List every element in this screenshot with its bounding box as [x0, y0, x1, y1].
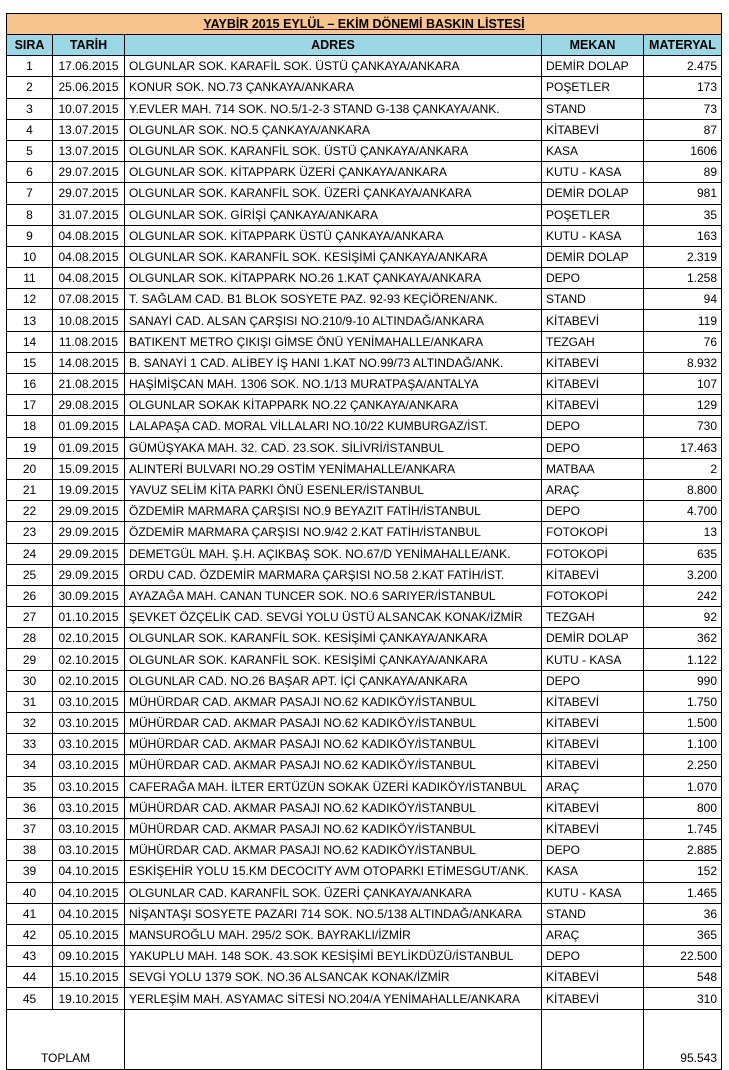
row-address: MÜHÜRDAR CAD. AKMAR PASAJI NO.62 KADIKÖY/İSTANBUL — [125, 691, 542, 712]
row-quantity: 89 — [644, 162, 722, 183]
row-number: 5 — [7, 140, 53, 161]
row-address: OLGUNLAR SOK. KARANFİL SOK. ÜSTÜ ÇANKAYA/ANKARA — [125, 140, 542, 161]
table-row — [7, 988, 722, 1009]
row-number: 18 — [7, 416, 53, 437]
row-date: 29.09.2015 — [53, 501, 125, 522]
row-quantity: 730 — [644, 416, 722, 437]
header-tarih: TARİH — [53, 35, 125, 56]
row-date: 04.10.2015 — [53, 903, 125, 924]
row-quantity: 1.750 — [644, 691, 722, 712]
row-address: ÖZDEMİR MARMARA ÇARŞISI NO.9/42 2.KAT FATİH/İSTANBUL — [125, 522, 542, 543]
table-row — [7, 840, 722, 861]
row-address: OLGUNLAR CAD. NO.26 BAŞAR APT. İÇİ ÇANKAYA/ANKARA — [125, 670, 542, 691]
table-row — [7, 119, 722, 140]
row-place: KİTABEVİ — [542, 734, 644, 755]
row-date: 03.10.2015 — [53, 818, 125, 839]
row-number: 42 — [7, 924, 53, 945]
row-date: 01.10.2015 — [53, 607, 125, 628]
table-row — [7, 607, 722, 628]
row-number: 24 — [7, 543, 53, 564]
row-date: 05.10.2015 — [53, 924, 125, 945]
row-number: 34 — [7, 755, 53, 776]
row-number: 3 — [7, 98, 53, 119]
row-place: KİTABEVİ — [542, 797, 644, 818]
row-address: OLGUNLAR SOK. KARANFİL SOK. KESİŞİMİ ÇANKAYA/ANKARA — [125, 246, 542, 267]
row-address: OLGUNLAR SOK. KARAFİL SOK. ÜSTÜ ÇANKAYA/ANKARA — [125, 56, 542, 77]
row-number: 22 — [7, 501, 53, 522]
row-date: 29.07.2015 — [53, 183, 125, 204]
row-quantity: 1.500 — [644, 713, 722, 734]
row-place: DEMİR DOLAP — [542, 246, 644, 267]
table-row — [7, 967, 722, 988]
row-number: 20 — [7, 458, 53, 479]
row-place: KASA — [542, 861, 644, 882]
table-row — [7, 140, 722, 161]
row-quantity: 92 — [644, 607, 722, 628]
row-address: OLGUNLAR SOK. KARANFİL SOK. KESİŞİMİ ÇANKAYA/ANKARA — [125, 628, 542, 649]
row-date: 04.08.2015 — [53, 225, 125, 246]
row-place: DEPO — [542, 840, 644, 861]
table-row — [7, 395, 722, 416]
row-quantity: 94 — [644, 289, 722, 310]
row-date: 07.08.2015 — [53, 289, 125, 310]
row-place: DEMİR DOLAP — [542, 628, 644, 649]
table-row — [7, 331, 722, 352]
row-place: DEPO — [542, 946, 644, 967]
row-quantity: 87 — [644, 119, 722, 140]
row-number: 11 — [7, 268, 53, 289]
row-quantity: 73 — [644, 98, 722, 119]
row-date: 19.09.2015 — [53, 479, 125, 500]
row-date: 31.07.2015 — [53, 204, 125, 225]
row-quantity: 1.122 — [644, 649, 722, 670]
row-number: 28 — [7, 628, 53, 649]
row-number: 15 — [7, 352, 53, 373]
row-place: POŞETLER — [542, 204, 644, 225]
row-place: KUTU - KASA — [542, 225, 644, 246]
row-address: GÜMÜŞYAKA MAH. 32. CAD. 23.SOK. SİLİVRİ/İSTANBUL — [125, 437, 542, 458]
raid-table — [6, 13, 722, 1070]
header-materyal: MATERYAL — [644, 35, 722, 56]
row-quantity: 800 — [644, 797, 722, 818]
row-address: OLGUNLAR SOK. GİRİŞİ ÇANKAYA/ANKARA — [125, 204, 542, 225]
table-row — [7, 437, 722, 458]
table-row — [7, 797, 722, 818]
table-row — [7, 162, 722, 183]
row-quantity: 362 — [644, 628, 722, 649]
row-place: KİTABEVİ — [542, 352, 644, 373]
row-number: 38 — [7, 840, 53, 861]
row-quantity: 36 — [644, 903, 722, 924]
table-row — [7, 903, 722, 924]
table-row — [7, 522, 722, 543]
row-date: 03.10.2015 — [53, 755, 125, 776]
row-place: DEPO — [542, 501, 644, 522]
table-row — [7, 204, 722, 225]
row-address: SEVGİ YOLU 1379 SOK. NO.36 ALSANCAK KONAK/İZMİR — [125, 967, 542, 988]
row-place: ARAÇ — [542, 479, 644, 500]
row-date: 19.10.2015 — [53, 988, 125, 1009]
row-date: 29.09.2015 — [53, 543, 125, 564]
row-date: 09.10.2015 — [53, 946, 125, 967]
row-date: 13.07.2015 — [53, 119, 125, 140]
table-row — [7, 818, 722, 839]
row-address: YAKUPLU MAH. 148 SOK. 43.SOK KESİŞİMİ BEYLİKDÜZÜ/İSTANBUL — [125, 946, 542, 967]
row-number: 32 — [7, 713, 53, 734]
row-quantity: 1606 — [644, 140, 722, 161]
row-place: KİTABEVİ — [542, 713, 644, 734]
row-address: MÜHÜRDAR CAD. AKMAR PASAJI NO.62 KADIKÖY/İSTANBUL — [125, 755, 542, 776]
row-quantity: 2.250 — [644, 755, 722, 776]
row-address: Y.EVLER MAH. 714 SOK. NO.5/1-2-3 STAND G-138 ÇANKAYA/ANK. — [125, 98, 542, 119]
table-row — [7, 501, 722, 522]
row-quantity: 129 — [644, 395, 722, 416]
row-number: 9 — [7, 225, 53, 246]
row-place: KİTABEVİ — [542, 818, 644, 839]
row-address: NİŞANTAŞI SOSYETE PAZARI 714 SOK. NO.5/138 ALTINDAĞ/ANKARA — [125, 903, 542, 924]
row-address: OLGUNLAR SOK. KİTAPPARK ÜSTÜ ÇANKAYA/ANKARA — [125, 225, 542, 246]
row-place: FOTOKOPİ — [542, 522, 644, 543]
total-label: TOPLAM — [7, 1009, 125, 1069]
row-place: KİTABEVİ — [542, 374, 644, 395]
row-number: 13 — [7, 310, 53, 331]
row-address: YAVUZ SELİM KİTA PARKI ÖNÜ ESENLER/İSTANBUL — [125, 479, 542, 500]
row-quantity: 1.745 — [644, 818, 722, 839]
row-number: 37 — [7, 818, 53, 839]
row-quantity: 8.932 — [644, 352, 722, 373]
row-number: 35 — [7, 776, 53, 797]
row-date: 03.10.2015 — [53, 734, 125, 755]
row-date: 29.09.2015 — [53, 522, 125, 543]
row-quantity: 2.475 — [644, 56, 722, 77]
row-address: OLGUNLAR CAD. KARANFİL SOK. ÜZERİ ÇANKAYA/ANKARA — [125, 882, 542, 903]
table-row — [7, 585, 722, 606]
row-date: 04.10.2015 — [53, 882, 125, 903]
row-address: YERLEŞİM MAH. ASYAMAC SİTESİ NO.204/A YENİMAHALLE/ANKARA — [125, 988, 542, 1009]
row-place: KUTU - KASA — [542, 882, 644, 903]
table-row — [7, 77, 722, 98]
table-row — [7, 882, 722, 903]
table-row — [7, 479, 722, 500]
row-quantity: 152 — [644, 861, 722, 882]
row-address: MÜHÜRDAR CAD. AKMAR PASAJI NO.62 KADIKÖY/İSTANBUL — [125, 797, 542, 818]
row-date: 03.10.2015 — [53, 776, 125, 797]
row-number: 10 — [7, 246, 53, 267]
row-address: SANAYİ CAD. ALSAN ÇARŞISI NO.210/9-10 ALTINDAĞ/ANKARA — [125, 310, 542, 331]
row-number: 4 — [7, 119, 53, 140]
row-date: 13.07.2015 — [53, 140, 125, 161]
row-address: DEMETGÜL MAH. Ş.H. AÇIKBAŞ SOK. NO.67/D YENİMAHALLE/ANK. — [125, 543, 542, 564]
row-quantity: 635 — [644, 543, 722, 564]
row-quantity: 242 — [644, 585, 722, 606]
row-quantity: 1.465 — [644, 882, 722, 903]
row-number: 44 — [7, 967, 53, 988]
row-number: 14 — [7, 331, 53, 352]
row-date: 04.08.2015 — [53, 268, 125, 289]
row-number: 8 — [7, 204, 53, 225]
row-address: MÜHÜRDAR CAD. AKMAR PASAJI NO.62 KADIKÖY/İSTANBUL — [125, 818, 542, 839]
row-date: 02.10.2015 — [53, 649, 125, 670]
table-row — [7, 416, 722, 437]
table-row — [7, 183, 722, 204]
row-number: 26 — [7, 585, 53, 606]
row-date: 11.08.2015 — [53, 331, 125, 352]
row-number: 30 — [7, 670, 53, 691]
row-date: 03.10.2015 — [53, 840, 125, 861]
header-row — [7, 35, 722, 56]
row-place: DEPO — [542, 670, 644, 691]
row-date: 10.08.2015 — [53, 310, 125, 331]
row-date: 15.09.2015 — [53, 458, 125, 479]
row-number: 23 — [7, 522, 53, 543]
row-place: TEZGAH — [542, 331, 644, 352]
row-date: 03.10.2015 — [53, 713, 125, 734]
row-date: 04.08.2015 — [53, 246, 125, 267]
row-place: KASA — [542, 140, 644, 161]
row-address: LALAPAŞA CAD. MORAL VİLLALARI NO.10/22 KUMBURGAZ/İST. — [125, 416, 542, 437]
row-quantity: 310 — [644, 988, 722, 1009]
row-address: ÖZDEMİR MARMARA ÇARŞISI NO.9 BEYAZIT FATİH/İSTANBUL — [125, 501, 542, 522]
row-place: KİTABEVİ — [542, 988, 644, 1009]
row-quantity: 1.258 — [644, 268, 722, 289]
row-date: 04.10.2015 — [53, 861, 125, 882]
row-quantity: 365 — [644, 924, 722, 945]
row-place: DEMİR DOLAP — [542, 183, 644, 204]
sheet-title: YAYBİR 2015 EYLÜL – EKİM DÖNEMİ BASKIN LİSTESİ — [7, 14, 722, 35]
row-quantity: 13 — [644, 522, 722, 543]
row-number: 40 — [7, 882, 53, 903]
row-date: 01.09.2015 — [53, 416, 125, 437]
row-place: FOTOKOPİ — [542, 585, 644, 606]
row-address: OLGUNLAR SOK. KARANFİL SOK. KESİŞİMİ ÇANKAYA/ANKARA — [125, 649, 542, 670]
row-quantity: 17.463 — [644, 437, 722, 458]
row-quantity: 173 — [644, 77, 722, 98]
row-number: 2 — [7, 77, 53, 98]
row-address: MÜHÜRDAR CAD. AKMAR PASAJI NO.62 KADIKÖY/İSTANBUL — [125, 734, 542, 755]
row-place: ARAÇ — [542, 776, 644, 797]
header-mekan: MEKAN — [542, 35, 644, 56]
row-quantity: 2.319 — [644, 246, 722, 267]
row-quantity: 35 — [644, 204, 722, 225]
table-row — [7, 564, 722, 585]
row-place: KUTU - KASA — [542, 162, 644, 183]
table-row — [7, 543, 722, 564]
table-row — [7, 776, 722, 797]
row-number: 16 — [7, 374, 53, 395]
row-quantity: 1.070 — [644, 776, 722, 797]
table-row — [7, 924, 722, 945]
table-row — [7, 225, 722, 246]
row-date: 21.08.2015 — [53, 374, 125, 395]
row-address: BATIKENT METRO ÇIKIŞI GİMSE ÖNÜ YENİMAHALLE/ANKARA — [125, 331, 542, 352]
row-quantity: 1.100 — [644, 734, 722, 755]
row-date: 29.07.2015 — [53, 162, 125, 183]
row-date: 01.09.2015 — [53, 437, 125, 458]
table-row — [7, 755, 722, 776]
row-number: 27 — [7, 607, 53, 628]
row-place: TEZGAH — [542, 607, 644, 628]
row-address: MÜHÜRDAR CAD. AKMAR PASAJI NO.62 KADIKÖY/İSTANBUL — [125, 713, 542, 734]
row-place: FOTOKOPİ — [542, 543, 644, 564]
row-place: STAND — [542, 903, 644, 924]
row-quantity: 2.885 — [644, 840, 722, 861]
row-date: 25.06.2015 — [53, 77, 125, 98]
row-address: OLGUNLAR SOK. KİTAPPARK ÜZERİ ÇANKAYA/ANKARA — [125, 162, 542, 183]
row-quantity: 3.200 — [644, 564, 722, 585]
row-date: 10.07.2015 — [53, 98, 125, 119]
row-date: 15.10.2015 — [53, 967, 125, 988]
row-quantity: 548 — [644, 967, 722, 988]
row-quantity: 163 — [644, 225, 722, 246]
table-row — [7, 56, 722, 77]
row-address: ESKİŞEHİR YOLU 15.KM DECOCITY AVM OTOPARKI ETİMESGUT/ANK. — [125, 861, 542, 882]
row-number: 29 — [7, 649, 53, 670]
row-address: HAŞİMİŞCAN MAH. 1306 SOK. NO.1/13 MURATPAŞA/ANTALYA — [125, 374, 542, 395]
row-place: ARAÇ — [542, 924, 644, 945]
row-date: 03.10.2015 — [53, 797, 125, 818]
row-place: KİTABEVİ — [542, 564, 644, 585]
total-spacer-place — [542, 1009, 644, 1069]
row-date: 02.10.2015 — [53, 628, 125, 649]
row-place: KİTABEVİ — [542, 395, 644, 416]
row-number: 43 — [7, 946, 53, 967]
row-number: 12 — [7, 289, 53, 310]
row-place: DEPO — [542, 268, 644, 289]
row-place: DEPO — [542, 437, 644, 458]
row-quantity: 76 — [644, 331, 722, 352]
table-row — [7, 946, 722, 967]
row-place: POŞETLER — [542, 77, 644, 98]
header-adres: ADRES — [125, 35, 542, 56]
total-row — [7, 1009, 722, 1069]
row-date: 29.09.2015 — [53, 564, 125, 585]
row-place: KİTABEVİ — [542, 967, 644, 988]
row-date: 30.09.2015 — [53, 585, 125, 606]
row-address: OLGUNLAR SOK. KARANFİL SOK. ÜZERİ ÇANKAYA/ANKARA — [125, 183, 542, 204]
row-place: STAND — [542, 289, 644, 310]
row-number: 6 — [7, 162, 53, 183]
row-quantity: 107 — [644, 374, 722, 395]
row-date: 29.08.2015 — [53, 395, 125, 416]
row-number: 33 — [7, 734, 53, 755]
row-quantity: 2 — [644, 458, 722, 479]
row-date: 03.10.2015 — [53, 691, 125, 712]
row-date: 14.08.2015 — [53, 352, 125, 373]
total-spacer-address — [125, 1009, 542, 1069]
row-address: ŞEVKET ÖZÇELİK CAD. SEVGİ YOLU ÜSTÜ ALSANCAK KONAK/İZMİR — [125, 607, 542, 628]
row-number: 17 — [7, 395, 53, 416]
total-value: 95.543 — [644, 1009, 722, 1069]
table-row — [7, 670, 722, 691]
header-sira: SIRA — [7, 35, 53, 56]
row-quantity: 8.800 — [644, 479, 722, 500]
row-date: 17.06.2015 — [53, 56, 125, 77]
row-number: 19 — [7, 437, 53, 458]
table-row — [7, 289, 722, 310]
row-date: 02.10.2015 — [53, 670, 125, 691]
row-number: 39 — [7, 861, 53, 882]
raid-list-sheet — [6, 13, 722, 1070]
row-address: KONUR SOK. NO.73 ÇANKAYA/ANKARA — [125, 77, 542, 98]
row-address: T. SAĞLAM CAD. B1 BLOK SOSYETE PAZ. 92-93 KEÇİÖREN/ANK. — [125, 289, 542, 310]
table-row — [7, 691, 722, 712]
table-row — [7, 374, 722, 395]
row-place: KİTABEVİ — [542, 691, 644, 712]
row-address: B. SANAYİ 1 CAD. ALİBEY İŞ HANI 1.KAT NO.99/73 ALTINDAĞ/ANK. — [125, 352, 542, 373]
row-place: MATBAA — [542, 458, 644, 479]
row-number: 41 — [7, 903, 53, 924]
row-place: KİTABEVİ — [542, 755, 644, 776]
table-row — [7, 649, 722, 670]
row-address: CAFERAĞA MAH. İLTER ERTÜZÜN SOKAK ÜZERİ KADIKÖY/İSTANBUL — [125, 776, 542, 797]
row-address: AYAZAĞA MAH. CANAN TUNCER SOK. NO.6 SARIYER/İSTANBUL — [125, 585, 542, 606]
row-number: 7 — [7, 183, 53, 204]
row-number: 45 — [7, 988, 53, 1009]
table-row — [7, 352, 722, 373]
row-number: 1 — [7, 56, 53, 77]
table-row — [7, 713, 722, 734]
row-address: MANSUROĞLU MAH. 295/2 SOK. BAYRAKLI/İZMİR — [125, 924, 542, 945]
table-row — [7, 458, 722, 479]
table-row — [7, 98, 722, 119]
table-row — [7, 246, 722, 267]
row-quantity: 990 — [644, 670, 722, 691]
row-place: KİTABEVİ — [542, 119, 644, 140]
table-row — [7, 861, 722, 882]
table-row — [7, 268, 722, 289]
row-place: STAND — [542, 98, 644, 119]
row-address: OLGUNLAR SOKAK KİTAPPARK NO.22 ÇANKAYA/ANKARA — [125, 395, 542, 416]
row-number: 36 — [7, 797, 53, 818]
row-number: 25 — [7, 564, 53, 585]
row-place: DEPO — [542, 416, 644, 437]
table-row — [7, 734, 722, 755]
row-address: MÜHÜRDAR CAD. AKMAR PASAJI NO.62 KADIKÖY/İSTANBUL — [125, 840, 542, 861]
row-address: OLGUNLAR SOK. NO.5 ÇANKAYA/ANKARA — [125, 119, 542, 140]
row-place: DEMİR DOLAP — [542, 56, 644, 77]
row-address: ORDU CAD. ÖZDEMİR MARMARA ÇARŞISI NO.58 2.KAT FATİH/İST. — [125, 564, 542, 585]
row-address: OLGUNLAR SOK. KİTAPPARK NO.26 1.KAT ÇANKAYA/ANKARA — [125, 268, 542, 289]
row-number: 21 — [7, 479, 53, 500]
table-row — [7, 628, 722, 649]
title-row — [7, 14, 722, 35]
row-address: ALINTERİ BULVARI NO.29 OSTİM YENİMAHALLE/ANKARA — [125, 458, 542, 479]
row-quantity: 22.500 — [644, 946, 722, 967]
table-row — [7, 310, 722, 331]
row-quantity: 119 — [644, 310, 722, 331]
row-quantity: 981 — [644, 183, 722, 204]
row-place: KUTU - KASA — [542, 649, 644, 670]
row-number: 31 — [7, 691, 53, 712]
row-place: KİTABEVİ — [542, 310, 644, 331]
row-quantity: 4.700 — [644, 501, 722, 522]
